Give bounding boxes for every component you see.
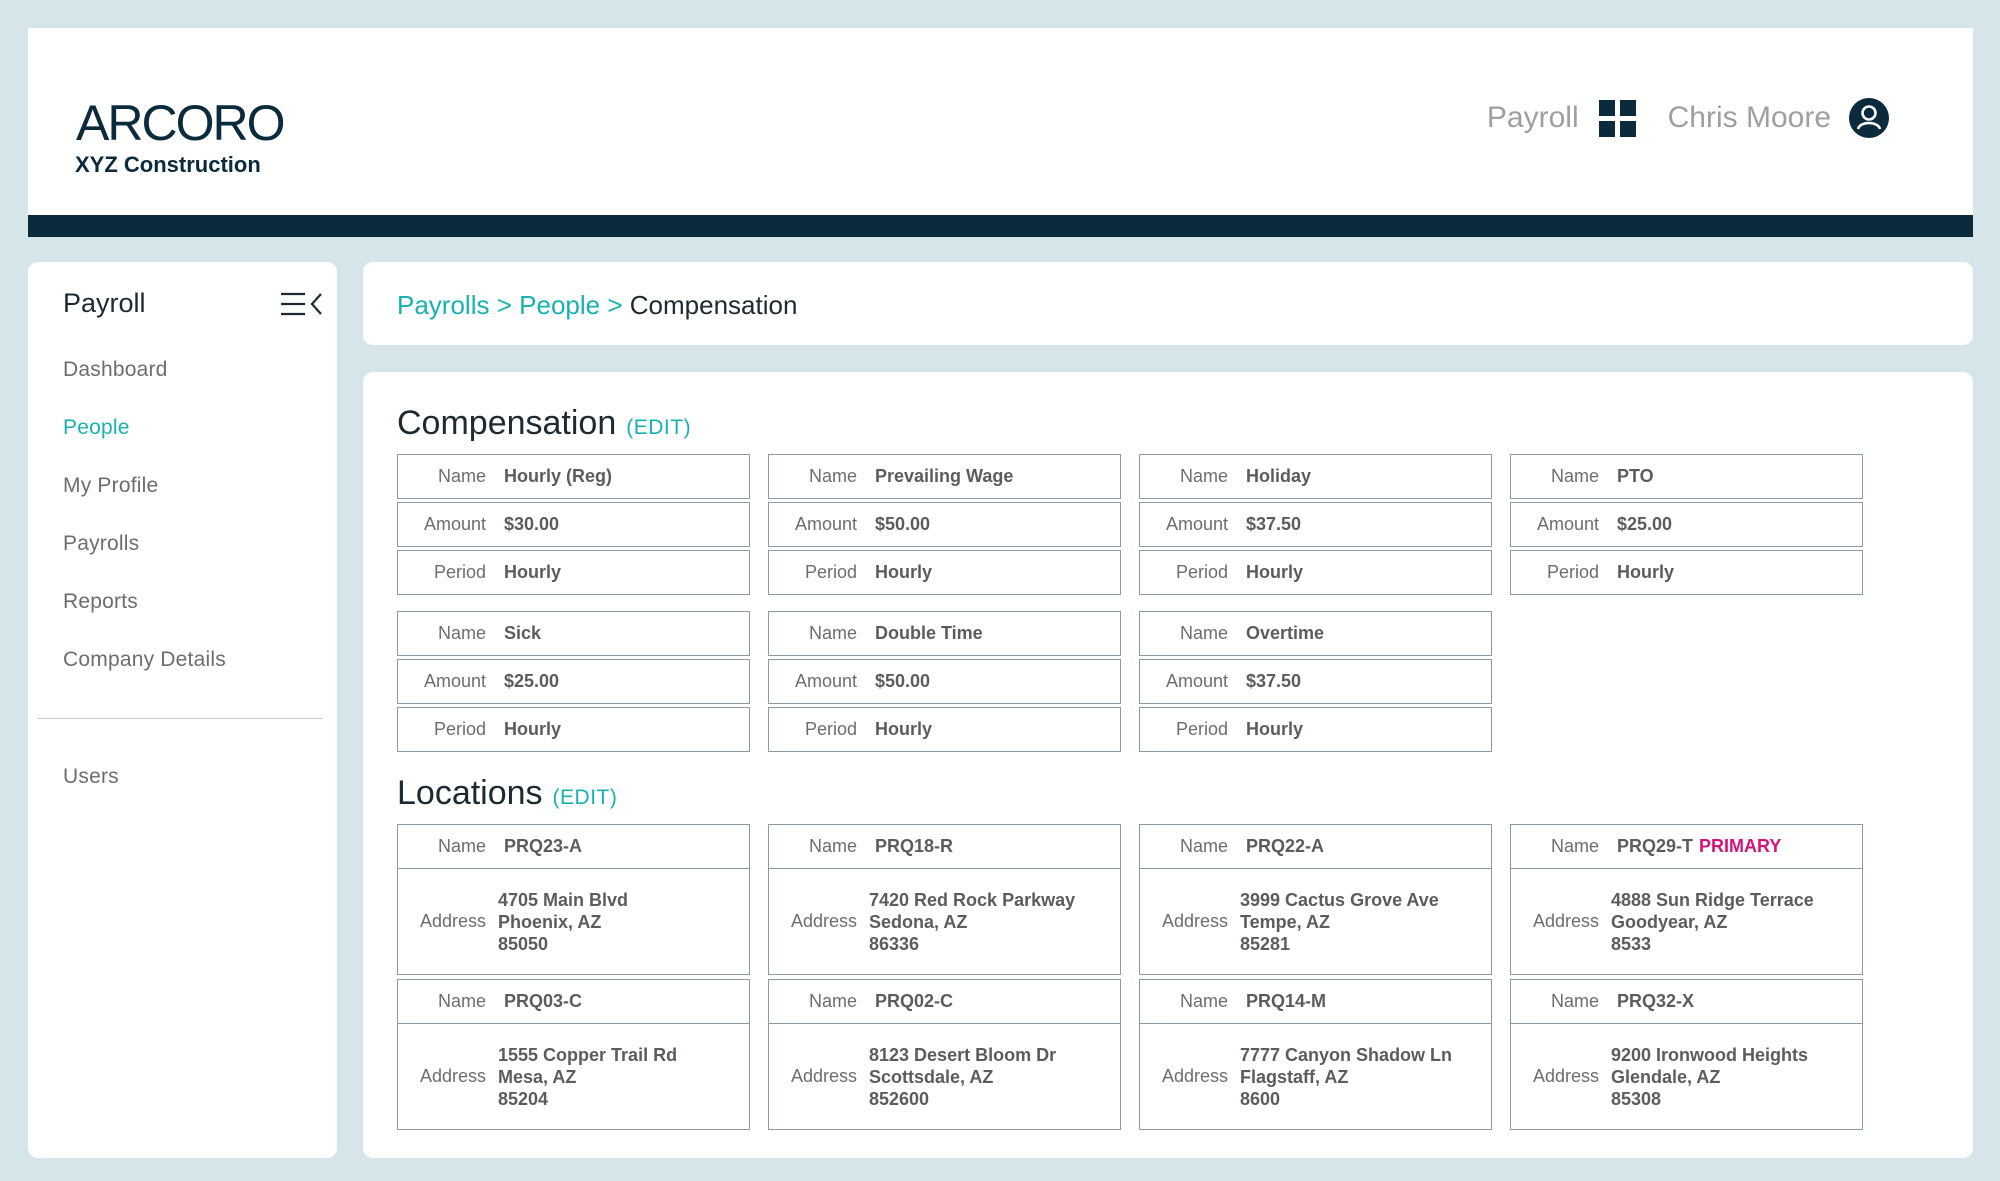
field-value: PRQ23-A: [504, 836, 583, 856]
address-zip: 85281: [1240, 933, 1291, 954]
address-city: Tempe, AZ: [1240, 911, 1331, 932]
field-label: Name: [1179, 836, 1228, 856]
address-street: 8123 Desert Bloom Dr: [869, 1044, 1057, 1065]
field-value: PTO: [1617, 466, 1654, 486]
field-value: $30.00: [504, 514, 560, 534]
field-label: Address: [790, 911, 857, 931]
address-street: 9200 Ironwood Heights: [1611, 1044, 1809, 1065]
field-label: Address: [419, 1066, 486, 1086]
compensation-title: Compensation: [397, 404, 617, 442]
arcoro-logo[interactable]: ARCORO: [76, 95, 284, 151]
sidebar-item-my-profile[interactable]: My Profile: [63, 474, 159, 497]
compensation-period-field[interactable]: [1510, 550, 1863, 595]
sidebar-title: Payroll: [63, 288, 146, 318]
compensation-name-field[interactable]: [768, 611, 1121, 656]
field-value: Double Time: [875, 623, 983, 643]
compensation-amount-field[interactable]: [397, 659, 750, 704]
field-label: Address: [1532, 1066, 1599, 1086]
address-zip: 8533: [1611, 933, 1652, 954]
grid-apps-icon[interactable]: [1599, 100, 1636, 137]
compensation-period-field[interactable]: [768, 707, 1121, 752]
field-value: Prevailing Wage: [875, 466, 1014, 486]
compensation-name-field[interactable]: [768, 454, 1121, 499]
sidebar-item-people[interactable]: People: [63, 416, 130, 439]
compensation-name-field[interactable]: [1510, 454, 1863, 499]
breadcrumb-panel: [363, 262, 1973, 345]
address-lines: [498, 889, 628, 955]
field-value: $50.00: [875, 671, 931, 691]
compensation-heading: [397, 404, 691, 443]
field-value: Hourly: [504, 562, 562, 582]
field-value: Sick: [504, 623, 542, 643]
field-label: Name: [808, 466, 857, 486]
compensation-amount-field[interactable]: [1510, 502, 1863, 547]
field-value: PRQ22-A: [1246, 836, 1325, 856]
sidebar-item-company-details[interactable]: Company Details: [63, 648, 226, 671]
sidebar-item-dashboard[interactable]: Dashboard: [63, 358, 168, 381]
field-value: $37.50: [1246, 514, 1302, 534]
top-header: [28, 28, 1973, 237]
breadcrumb-payrolls[interactable]: Payrolls: [397, 290, 490, 320]
field-label: Address: [1161, 1066, 1228, 1086]
field-value: PRQ18-R: [875, 836, 954, 856]
field-label: Name: [437, 991, 486, 1011]
breadcrumb-people[interactable]: People: [519, 290, 601, 320]
compensation-period-field[interactable]: [768, 550, 1121, 595]
field-value: Hourly: [1246, 719, 1304, 739]
address-zip: 8600: [1240, 1088, 1281, 1109]
field-label: Amount: [794, 514, 857, 534]
compensation-period-field[interactable]: [1139, 707, 1492, 752]
address-city: Flagstaff, AZ: [1240, 1066, 1349, 1087]
address-street: 7420 Red Rock Parkway: [869, 889, 1076, 910]
field-label: Name: [808, 991, 857, 1011]
breadcrumb-separator: >: [607, 290, 623, 320]
field-label: Name: [1179, 466, 1228, 486]
compensation-name-field[interactable]: [397, 454, 750, 499]
location-name-field[interactable]: [1139, 979, 1492, 1024]
breadcrumb-current: Compensation: [629, 290, 798, 320]
field-label: Name: [1550, 836, 1599, 856]
field-label: Amount: [1165, 671, 1228, 691]
field-label: Period: [804, 562, 857, 582]
field-label: Period: [804, 719, 857, 739]
field-value: Hourly: [1246, 562, 1304, 582]
field-label: Amount: [423, 514, 486, 534]
compensation-period-field[interactable]: [1139, 550, 1492, 595]
field-label: Address: [419, 911, 486, 931]
field-value: $50.00: [875, 514, 931, 534]
locations-edit-link[interactable]: (EDIT): [552, 786, 618, 809]
address-city: Phoenix, AZ: [498, 911, 602, 932]
location-name-field[interactable]: [397, 824, 750, 869]
address-street: 4888 Sun Ridge Terrace: [1611, 889, 1814, 910]
field-value: Overtime: [1246, 623, 1325, 643]
field-label: Amount: [1165, 514, 1228, 534]
field-label: Name: [1550, 466, 1599, 486]
field-value: PRQ02-C: [875, 991, 954, 1011]
location-address-field[interactable]: [768, 1023, 1121, 1130]
address-street: 1555 Copper Trail Rd: [498, 1044, 678, 1065]
field-value: Hourly (Reg): [504, 466, 612, 486]
location-name-field[interactable]: [1510, 979, 1863, 1024]
compensation-name-field[interactable]: [1139, 454, 1492, 499]
address-lines: [1611, 889, 1814, 955]
field-value: PRQ32-X: [1617, 991, 1695, 1011]
address-lines: [869, 1044, 1056, 1110]
address-zip: 85050: [498, 933, 549, 954]
location-address-field[interactable]: [1139, 1023, 1492, 1130]
breadcrumb-separator: >: [496, 290, 512, 320]
collapse-menu-icon[interactable]: [279, 290, 327, 318]
field-value: PRQ03-C: [504, 991, 583, 1011]
field-value: Hourly: [504, 719, 562, 739]
field-label: Name: [808, 836, 857, 856]
primary-badge: PRIMARY: [1699, 836, 1782, 856]
field-value: Hourly: [875, 719, 933, 739]
location-name-field[interactable]: [1139, 824, 1492, 869]
address-city: Sedona, AZ: [869, 911, 968, 932]
compensation-period-field[interactable]: [397, 707, 750, 752]
field-label: Address: [1161, 911, 1228, 931]
compensation-amount-field[interactable]: [1139, 502, 1492, 547]
field-label: Period: [1546, 562, 1599, 582]
location-address-field[interactable]: [397, 868, 750, 975]
field-label: Period: [1175, 562, 1228, 582]
compensation-amount-field[interactable]: [768, 502, 1121, 547]
address-city: Scottsdale, AZ: [869, 1066, 994, 1087]
field-label: Period: [433, 562, 486, 582]
address-zip: 85308: [1611, 1088, 1662, 1109]
address-lines: [1611, 1044, 1808, 1110]
field-value: Hourly: [875, 562, 933, 582]
address-lines: [869, 889, 1075, 955]
field-label: Name: [1179, 623, 1228, 643]
breadcrumb: [397, 290, 797, 321]
compensation-amount-field[interactable]: [1139, 659, 1492, 704]
field-value: $25.00: [1617, 514, 1673, 534]
user-name[interactable]: Chris Moore: [1667, 101, 1831, 134]
address-lines: [1240, 889, 1439, 955]
address-street: 7777 Canyon Shadow Ln: [1240, 1044, 1453, 1065]
compensation-amount-field[interactable]: [397, 502, 750, 547]
main-content: [363, 372, 1973, 1158]
field-label: Name: [808, 623, 857, 643]
address-street: 4705 Main Blvd: [498, 889, 629, 910]
address-lines: [1240, 1044, 1452, 1110]
field-label: Address: [1532, 911, 1599, 931]
compensation-amount-field[interactable]: [768, 659, 1121, 704]
address-lines: [498, 1044, 677, 1110]
field-label: Name: [437, 623, 486, 643]
sidebar-item-users[interactable]: Users: [63, 765, 119, 788]
address-zip: 852600: [869, 1088, 930, 1109]
address-city: Goodyear, AZ: [1611, 911, 1728, 932]
compensation-edit-link[interactable]: (EDIT): [626, 416, 692, 439]
sidebar-divider: [38, 718, 323, 719]
locations-title: Locations: [397, 774, 543, 812]
address-city: Mesa, AZ: [498, 1066, 577, 1087]
location-name-field[interactable]: [768, 979, 1121, 1024]
field-label: Amount: [794, 671, 857, 691]
address-zip: 85204: [498, 1088, 549, 1109]
field-label: Name: [437, 836, 486, 856]
location-address-field[interactable]: [768, 868, 1121, 975]
field-label: Amount: [423, 671, 486, 691]
field-value: PRQ14-M: [1246, 991, 1327, 1011]
sidebar: [28, 262, 337, 1158]
header-right: [1487, 98, 1889, 138]
field-label: Name: [1179, 991, 1228, 1011]
field-value: Holiday: [1246, 466, 1312, 486]
location-name-field[interactable]: [1510, 824, 1863, 869]
location-address-field[interactable]: [1510, 868, 1863, 975]
company-name: XYZ Construction: [75, 152, 261, 177]
location-name-field[interactable]: [397, 979, 750, 1024]
locations-heading: [397, 774, 617, 813]
field-value: Hourly: [1617, 562, 1675, 582]
field-value: $37.50: [1246, 671, 1302, 691]
location-address-field[interactable]: [1139, 868, 1492, 975]
header-accent-bar: [28, 215, 1973, 237]
user-avatar-icon[interactable]: [1849, 98, 1889, 138]
field-label: Name: [437, 466, 486, 486]
address-street: 3999 Cactus Grove Ave: [1240, 889, 1439, 910]
compensation-name-field[interactable]: [397, 611, 750, 656]
location-address-field[interactable]: [1510, 1023, 1863, 1130]
field-label: Name: [1550, 991, 1599, 1011]
compensation-name-field[interactable]: [1139, 611, 1492, 656]
address-zip: 86336: [869, 933, 920, 954]
field-value: $25.00: [504, 671, 560, 691]
app-name[interactable]: Payroll: [1486, 101, 1579, 134]
sidebar-item-payrolls[interactable]: Payrolls: [63, 532, 140, 555]
field-label: Period: [1175, 719, 1228, 739]
field-value: PRQ29-T: [1617, 836, 1694, 856]
field-label: Address: [790, 1066, 857, 1086]
location-address-field[interactable]: [397, 1023, 750, 1130]
sidebar-item-reports[interactable]: Reports: [63, 590, 138, 613]
compensation-period-field[interactable]: [397, 550, 750, 595]
field-label: Amount: [1536, 514, 1599, 534]
location-name-field[interactable]: [768, 824, 1121, 869]
field-label: Period: [433, 719, 486, 739]
address-city: Glendale, AZ: [1611, 1066, 1721, 1087]
